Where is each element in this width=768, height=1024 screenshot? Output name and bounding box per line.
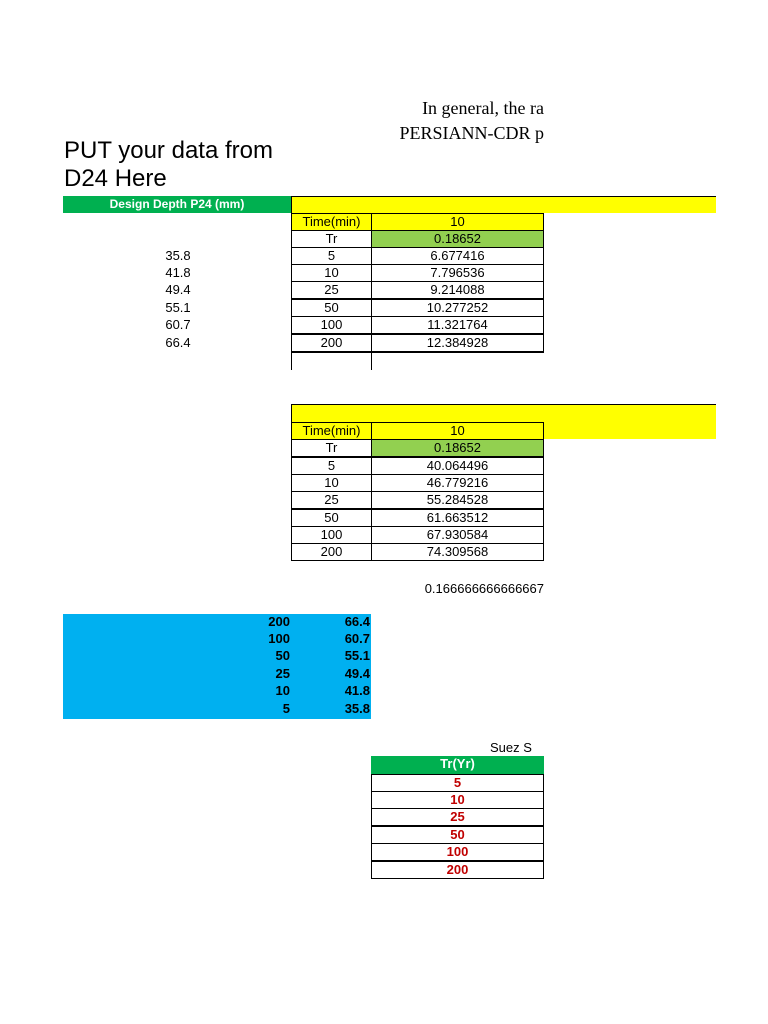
depth-value[interactable]: 60.7 [165,317,191,332]
table1-row-value[interactable]: 7.796536 [371,264,544,282]
put-data-label-line-1: PUT your data from [64,137,273,164]
blue-table-depth[interactable]: 41.8 [344,683,370,698]
table1-row-tr[interactable]: 10 [291,264,372,282]
table2-row-value[interactable]: 46.779216 [371,474,544,492]
blue-table-tr[interactable]: 25 [275,666,290,681]
table2-row-tr[interactable]: 200 [291,543,372,561]
blue-table-depth[interactable]: 55.1 [344,648,370,663]
depth-value[interactable]: 35.8 [165,248,191,263]
table2-row-tr[interactable]: 25 [291,491,372,509]
table1-time-label[interactable]: Time(min) [291,213,372,231]
table1-row-value[interactable]: 9.214088 [371,281,544,299]
table2-row-tr[interactable]: 50 [291,509,372,527]
fraction-value[interactable]: 0.166666666666667 [424,581,544,596]
table1-row-tr[interactable]: 5 [291,247,372,265]
tr-yr-value[interactable]: 100 [371,843,544,861]
tr-yr-value[interactable]: 25 [371,808,544,826]
blue-table-depth[interactable]: 66.4 [344,614,370,629]
heading-line-2: PERSIANN-CDR p [399,123,544,143]
blue-table-tr[interactable]: 5 [282,701,290,716]
tr-yr-value[interactable]: 50 [371,826,544,844]
blue-table-tr[interactable]: 10 [275,683,290,698]
table2-row-value[interactable]: 74.309568 [371,543,544,561]
table2-row-value[interactable]: 67.930584 [371,526,544,544]
table2-time-value[interactable]: 10 [371,422,544,440]
table2-row-value[interactable]: 55.284528 [371,491,544,509]
table2-time-label[interactable]: Time(min) [291,422,372,440]
table2-row-tr[interactable]: 10 [291,474,372,492]
table1-empty-row [291,352,544,370]
blue-table-tr[interactable]: 50 [275,648,290,663]
depth-value[interactable]: 49.4 [165,282,191,297]
tr-yr-value[interactable]: 5 [371,774,544,792]
design-depth-label: Design Depth P24 (mm) [63,196,291,213]
blue-table-depth[interactable]: 49.4 [344,666,370,681]
table1-row-tr[interactable]: 100 [291,316,372,334]
table2-row-value[interactable]: 61.663512 [371,509,544,527]
table1-time-value[interactable]: 10 [371,213,544,231]
put-data-label-line-2: D24 Here [64,165,167,192]
table2-tr-label[interactable]: Tr [291,439,372,457]
tr-yr-header[interactable]: Tr(Yr) [371,756,544,774]
table1-row-value[interactable]: 11.321764 [371,316,544,334]
table1-row-value[interactable]: 12.384928 [371,334,544,352]
table1-row-tr[interactable]: 50 [291,299,372,317]
depth-value[interactable]: 66.4 [165,335,191,350]
table2-header-bar [291,404,716,422]
table2-header-bar-ext [544,422,716,439]
heading-line-1: In general, the ra [422,98,544,118]
table1-row-tr[interactable]: 200 [291,334,372,352]
table1-row-value[interactable]: 6.677416 [371,247,544,265]
table1-tr-value[interactable]: 0.18652 [371,230,544,248]
table2-row-tr[interactable]: 100 [291,526,372,544]
table2-row-tr[interactable]: 5 [291,457,372,475]
blue-table-depth[interactable]: 35.8 [344,701,370,716]
table1-tr-label[interactable]: Tr [291,230,372,248]
table1-empty-divider [371,352,372,370]
blue-table-tr[interactable]: 200 [268,614,290,629]
table2-row-value[interactable]: 40.064496 [371,457,544,475]
tr-yr-value[interactable]: 10 [371,791,544,809]
blue-table-tr[interactable]: 100 [268,631,290,646]
depth-value[interactable]: 41.8 [165,265,191,280]
table1-row-tr[interactable]: 25 [291,281,372,299]
depth-value[interactable]: 55.1 [165,300,191,315]
table1-header-bar [291,196,716,213]
tr-yr-value[interactable]: 200 [371,861,544,879]
table2-tr-value[interactable]: 0.18652 [371,439,544,457]
suez-label: Suez S [490,740,532,755]
table1-row-value[interactable]: 10.277252 [371,299,544,317]
blue-table-depth[interactable]: 60.7 [344,631,370,646]
